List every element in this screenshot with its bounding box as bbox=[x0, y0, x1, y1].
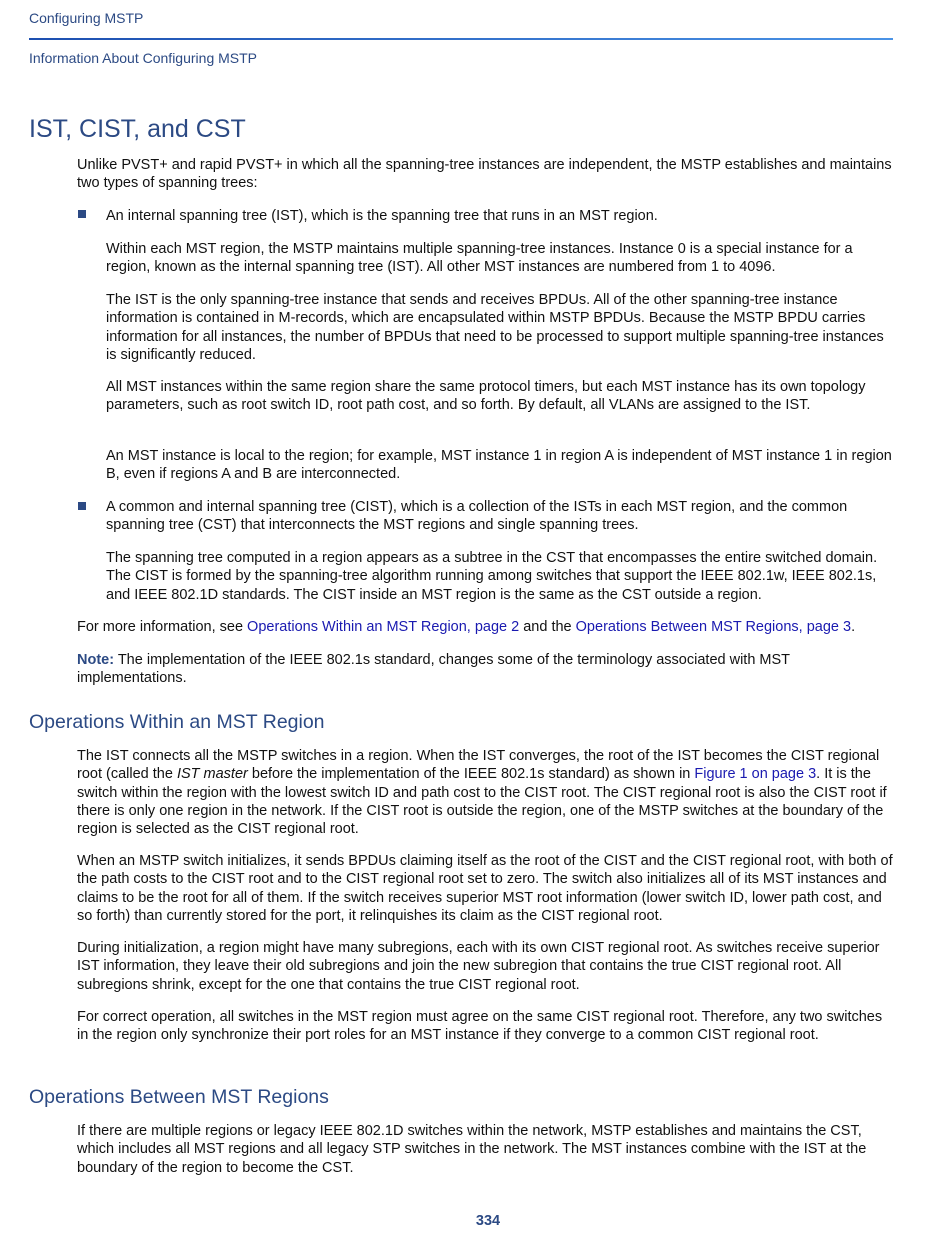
ist-paragraph: The IST is the only spanning-tree instance that sends and receives BPDUs. All of the other spanning-tree instance information is contained in M-records, which are encapsulated within MSTP BPDUs. Because the MSTP BPDU carries information for all instances, the number of BPDUs that need to be processed to support multiple spanning-tree instances is significantly reduced. bbox=[106, 292, 884, 363]
note-label: Note: bbox=[77, 652, 115, 668]
ist-paragraph: An MST instance is local to the region; for example, MST instance 1 in region A is independent of MST instance 1 in region B, even if regions A and B are interconnected. bbox=[106, 448, 892, 483]
between-paragraph: If there are multiple regions or legacy IEEE 802.1D switches within the network, MSTP establishes and maintains the CST, which includes all MST regions and all legacy STP switches in the network. The MST instances combine with the IST at the boundary of the region to become the CST. bbox=[77, 1123, 867, 1176]
link-operations-within[interactable]: Operations Within an MST Region, page 2 bbox=[247, 619, 520, 635]
bullet-marker-icon bbox=[78, 502, 86, 510]
within-paragraph: During initialization, a region might have many subregions, each with its own CIST regional root. As switches receive superior IST information, they leave their old subregions and join the new subregion that contains the true CIST regional root. All subregions shrink, except for the one that contains the true CIST regional root. bbox=[77, 940, 880, 993]
more-info-prefix: For more information, see bbox=[77, 619, 248, 635]
ist-paragraph: Within each MST region, the MSTP maintains multiple spanning-tree instances. Instance 0 is a special instance for a region, known as the internal spanning tree (IST). All other MST instances are numbered from 1 to 4096. bbox=[106, 241, 853, 276]
bullet-ist: An internal spanning tree (IST), which is the spanning tree that runs in an MST region. bbox=[106, 208, 658, 224]
within-text: . It is the switch within the region with the lowest switch ID and path cost to the CIST root. The CIST regional root is also the CIST root if there is only one region in the network. If the CIST root is outside the region, one of the MSTP switches at the boundary of the region is selected as the CIST regional root. bbox=[77, 766, 887, 838]
within-text: before the implementation of the IEEE 802.1s standard) as shown in bbox=[247, 766, 695, 783]
within-text: The IST connects all the MSTP switches in a region. When the IST converges, the root of the IST becomes the CIST regional root (called the bbox=[77, 748, 880, 783]
link-operations-between[interactable]: Operations Between MST Regions, page 3 bbox=[575, 619, 852, 635]
more-info-suffix: . bbox=[851, 619, 856, 635]
more-info-paragraph bbox=[77, 618, 893, 636]
ist-paragraph: All MST instances within the same region share the same protocol timers, but each MST instance has its own topology parameters, such as root switch ID, root path cost, and so forth. By default, all VLANs are assigned to the IST. bbox=[106, 379, 866, 414]
within-paragraph: For correct operation, all switches in the MST region must agree on the same CIST regional root. Therefore, any two switches in the region only synchronize their port roles for an MST instance if they converge to a common CIST regional root. bbox=[77, 1009, 883, 1044]
header-rule bbox=[29, 38, 893, 40]
section-heading-within: Operations Within an MST Region bbox=[29, 711, 325, 733]
page-title: IST, CIST, and CST bbox=[29, 115, 246, 143]
bullet-marker-icon bbox=[78, 210, 86, 218]
note-text: The implementation of the IEEE 802.1s standard, changes some of the terminology associated with MST implementations. bbox=[77, 652, 790, 687]
cist-paragraph: The spanning tree computed in a region appears as a subtree in the CST that encompasses the entire switched domain. The CIST is formed by the spanning-tree algorithm running among switches that support the IEEE 802.1w, IEEE 802.1s, and IEEE 802.1D standards. The CIST inside an MST region is the same as the CST outside a region. bbox=[106, 550, 878, 603]
more-info-middle: and the bbox=[519, 619, 576, 635]
intro-paragraph: Unlike PVST+ and rapid PVST+ in which all the spanning-tree instances are independent, the MSTP establishes and maintains two types of spanning trees: bbox=[77, 157, 892, 192]
section-heading-between: Operations Between MST Regions bbox=[29, 1086, 329, 1108]
bullet-cist: A common and internal spanning tree (CIST), which is a collection of the ISTs in each MST region, and the common spanning tree (CST) that interconnects the MST regions and single spanning trees. bbox=[106, 499, 848, 534]
running-header-chapter: Configuring MSTP bbox=[29, 10, 144, 26]
within-paragraph: When an MSTP switch initializes, it sends BPDUs claiming itself as the root of the CIST and the CIST regional root, with both of the path costs to the CIST root and to the CIST regional root set to zero. The switch also initializes all of its MST instances and claims to be the root for all of them. If the switch receives superior MST root information (lower switch ID, lower path cost, and so forth) than currently stored for the port, it relinquishes its claim as the CIST regional root. bbox=[77, 853, 893, 924]
page-number: 334 bbox=[475, 1213, 501, 1229]
note-paragraph bbox=[77, 651, 893, 688]
within-emphasis: IST master bbox=[176, 766, 248, 783]
running-header-section: Information About Configuring MSTP bbox=[29, 50, 258, 66]
link-figure-1[interactable]: Figure 1 on page 3 bbox=[694, 766, 817, 783]
within-paragraph bbox=[77, 747, 893, 838]
